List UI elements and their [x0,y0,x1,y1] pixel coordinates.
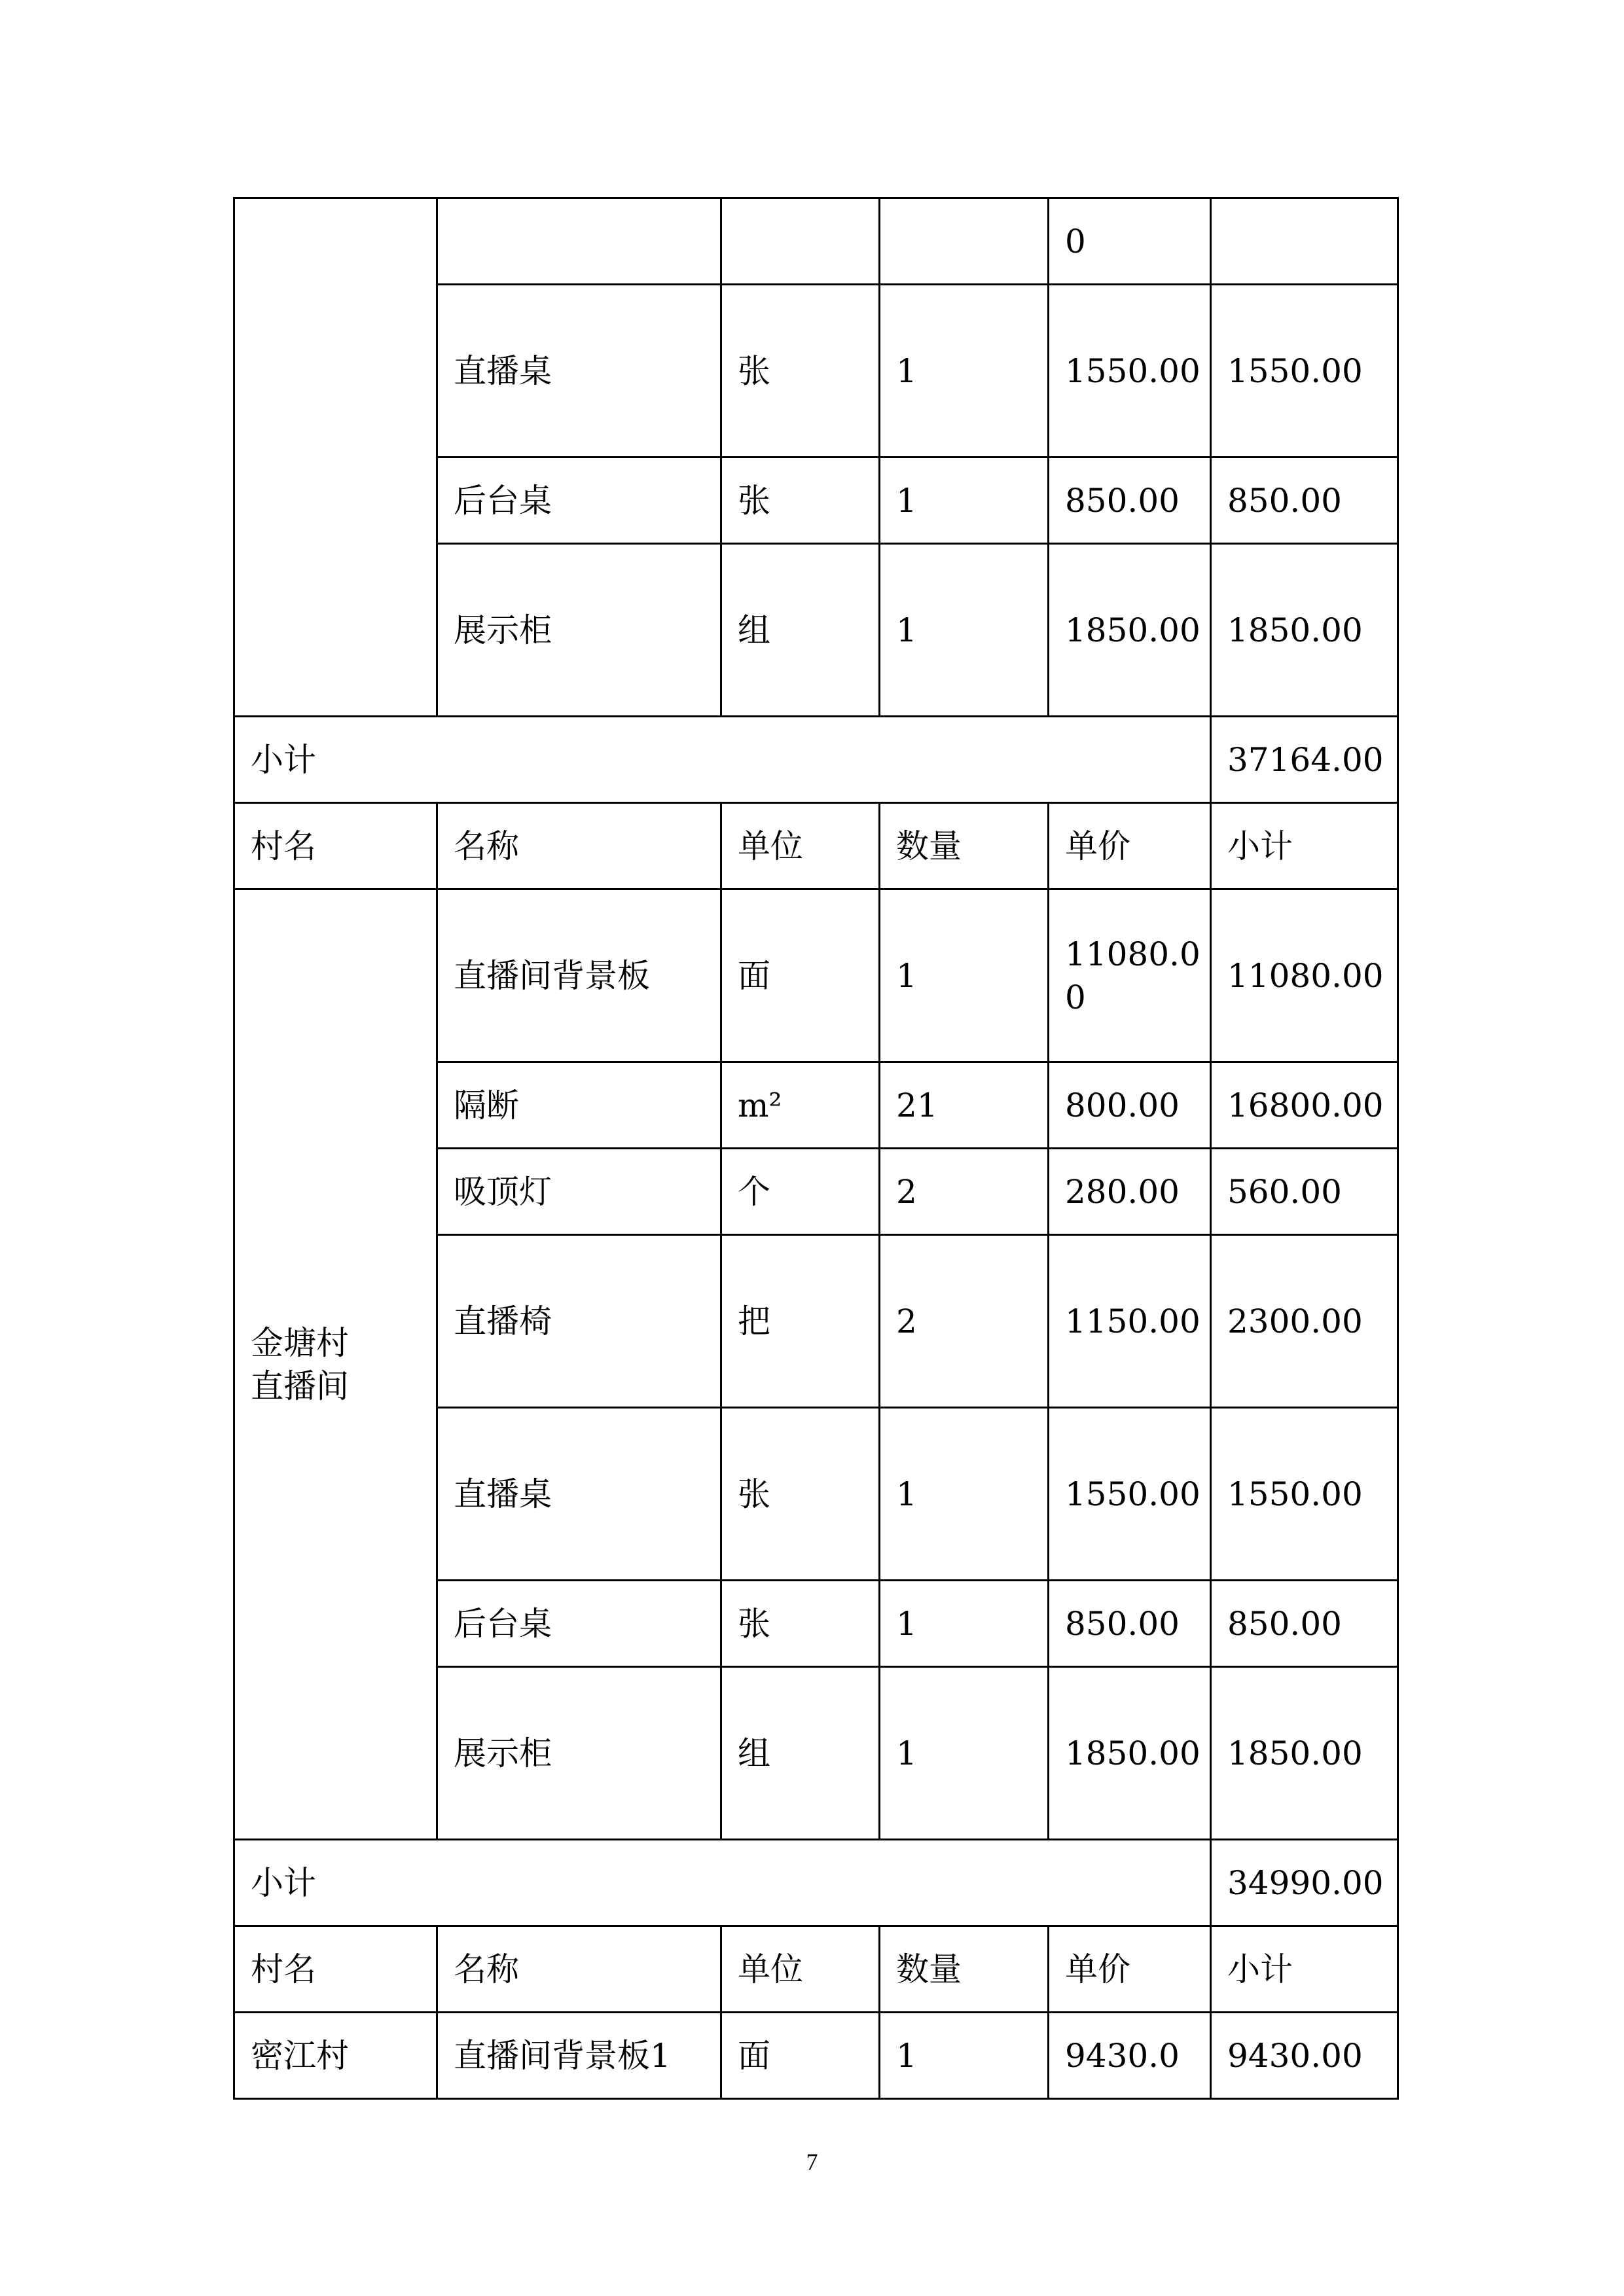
unit-cell: 个 [721,1149,880,1235]
village-cell: 密江村 [234,2013,437,2099]
unit-price-cell: 9430.0 [1049,2013,1211,2099]
unit-price-cell: 1550.00 [1049,285,1211,457]
unit-price-cell: 280.00 [1049,1149,1211,1235]
header-name: 名称 [437,1926,721,2013]
header-name: 名称 [437,803,721,889]
unit-cell: 张 [721,1581,880,1667]
unit-cell: 组 [721,544,880,717]
header-village: 村名 [234,803,437,889]
village-cell-empty [234,198,437,717]
item-name-cell: 直播间背景板1 [437,2013,721,2099]
unit-cell: 面 [721,889,880,1062]
header-row [234,803,1398,889]
header-unit-price: 单价 [1049,803,1211,889]
header-subtotal: 小计 [1211,1926,1398,2013]
unit-price-cell: 1550.00 [1049,1408,1211,1581]
unit-price-cell: 800.00 [1049,1062,1211,1149]
table-row [234,198,1398,285]
unit-price-cell: 1150.00 [1049,1235,1211,1408]
item-name-cell: 展示柜 [437,1667,721,1840]
header-unit: 单位 [721,803,880,889]
table-row [234,889,1398,1062]
subtotal-cell: 850.00 [1211,1581,1398,1667]
subtotal-row [234,1840,1398,1926]
unit-cell: m² [721,1062,880,1149]
header-unit-price: 单价 [1049,1926,1211,2013]
header-unit: 单位 [721,1926,880,2013]
table-row [234,2013,1398,2099]
item-name-cell: 吸顶灯 [437,1149,721,1235]
subtotal-cell [1211,198,1398,285]
header-row [234,1926,1398,2013]
unit-cell: 面 [721,2013,880,2099]
unit-price-cell: 11080.00 [1049,889,1211,1062]
village-name-line1: 金塘村 [251,1323,349,1362]
quantity-cell [880,198,1049,285]
subtotal-cell: 850.00 [1211,457,1398,544]
subtotal-value: 37164.00 [1211,717,1398,803]
unit-price-cell: 1850.00 [1049,1667,1211,1840]
quantity-cell: 1 [880,285,1049,457]
subtotal-cell: 560.00 [1211,1149,1398,1235]
quantity-cell: 2 [880,1149,1049,1235]
quantity-cell: 1 [880,889,1049,1062]
unit-price-cell: 1850.00 [1049,544,1211,717]
subtotal-cell: 11080.00 [1211,889,1398,1062]
item-name-cell: 后台桌 [437,1581,721,1667]
subtotal-cell: 1550.00 [1211,285,1398,457]
unit-cell [721,198,880,285]
quantity-cell: 21 [880,1062,1049,1149]
unit-cell: 张 [721,1408,880,1581]
item-name-cell: 直播桌 [437,1408,721,1581]
unit-price-cell: 0 [1049,198,1211,285]
item-name-cell: 展示柜 [437,544,721,717]
subtotal-cell: 2300.00 [1211,1235,1398,1408]
quantity-cell: 1 [880,1581,1049,1667]
unit-cell: 张 [721,457,880,544]
header-subtotal: 小计 [1211,803,1398,889]
quantity-cell: 1 [880,457,1049,544]
quantity-cell: 1 [880,1667,1049,1840]
subtotal-cell: 1850.00 [1211,1667,1398,1840]
header-quantity: 数量 [880,803,1049,889]
village-cell [234,889,437,1840]
equipment-budget-table [233,197,1399,2100]
page-number: 7 [806,2149,818,2175]
subtotal-cell: 1850.00 [1211,544,1398,717]
quantity-cell: 1 [880,544,1049,717]
subtotal-cell: 9430.00 [1211,2013,1398,2099]
unit-cell: 把 [721,1235,880,1408]
subtotal-row [234,717,1398,803]
header-village: 村名 [234,1926,437,2013]
unit-price-cell: 850.00 [1049,457,1211,544]
item-name-cell [437,198,721,285]
unit-price-cell: 850.00 [1049,1581,1211,1667]
header-quantity: 数量 [880,1926,1049,2013]
quantity-cell: 2 [880,1235,1049,1408]
item-name-cell: 直播间背景板 [437,889,721,1062]
subtotal-label: 小计 [234,1840,1211,1926]
village-name-line2: 直播间 [251,1367,349,1405]
item-name-cell: 后台桌 [437,457,721,544]
unit-cell: 张 [721,285,880,457]
subtotal-label: 小计 [234,717,1211,803]
subtotal-cell: 16800.00 [1211,1062,1398,1149]
unit-cell: 组 [721,1667,880,1840]
item-name-cell: 隔断 [437,1062,721,1149]
subtotal-value: 34990.00 [1211,1840,1398,1926]
subtotal-cell: 1550.00 [1211,1408,1398,1581]
quantity-cell: 1 [880,1408,1049,1581]
item-name-cell: 直播桌 [437,285,721,457]
quantity-cell: 1 [880,2013,1049,2099]
item-name-cell: 直播椅 [437,1235,721,1408]
